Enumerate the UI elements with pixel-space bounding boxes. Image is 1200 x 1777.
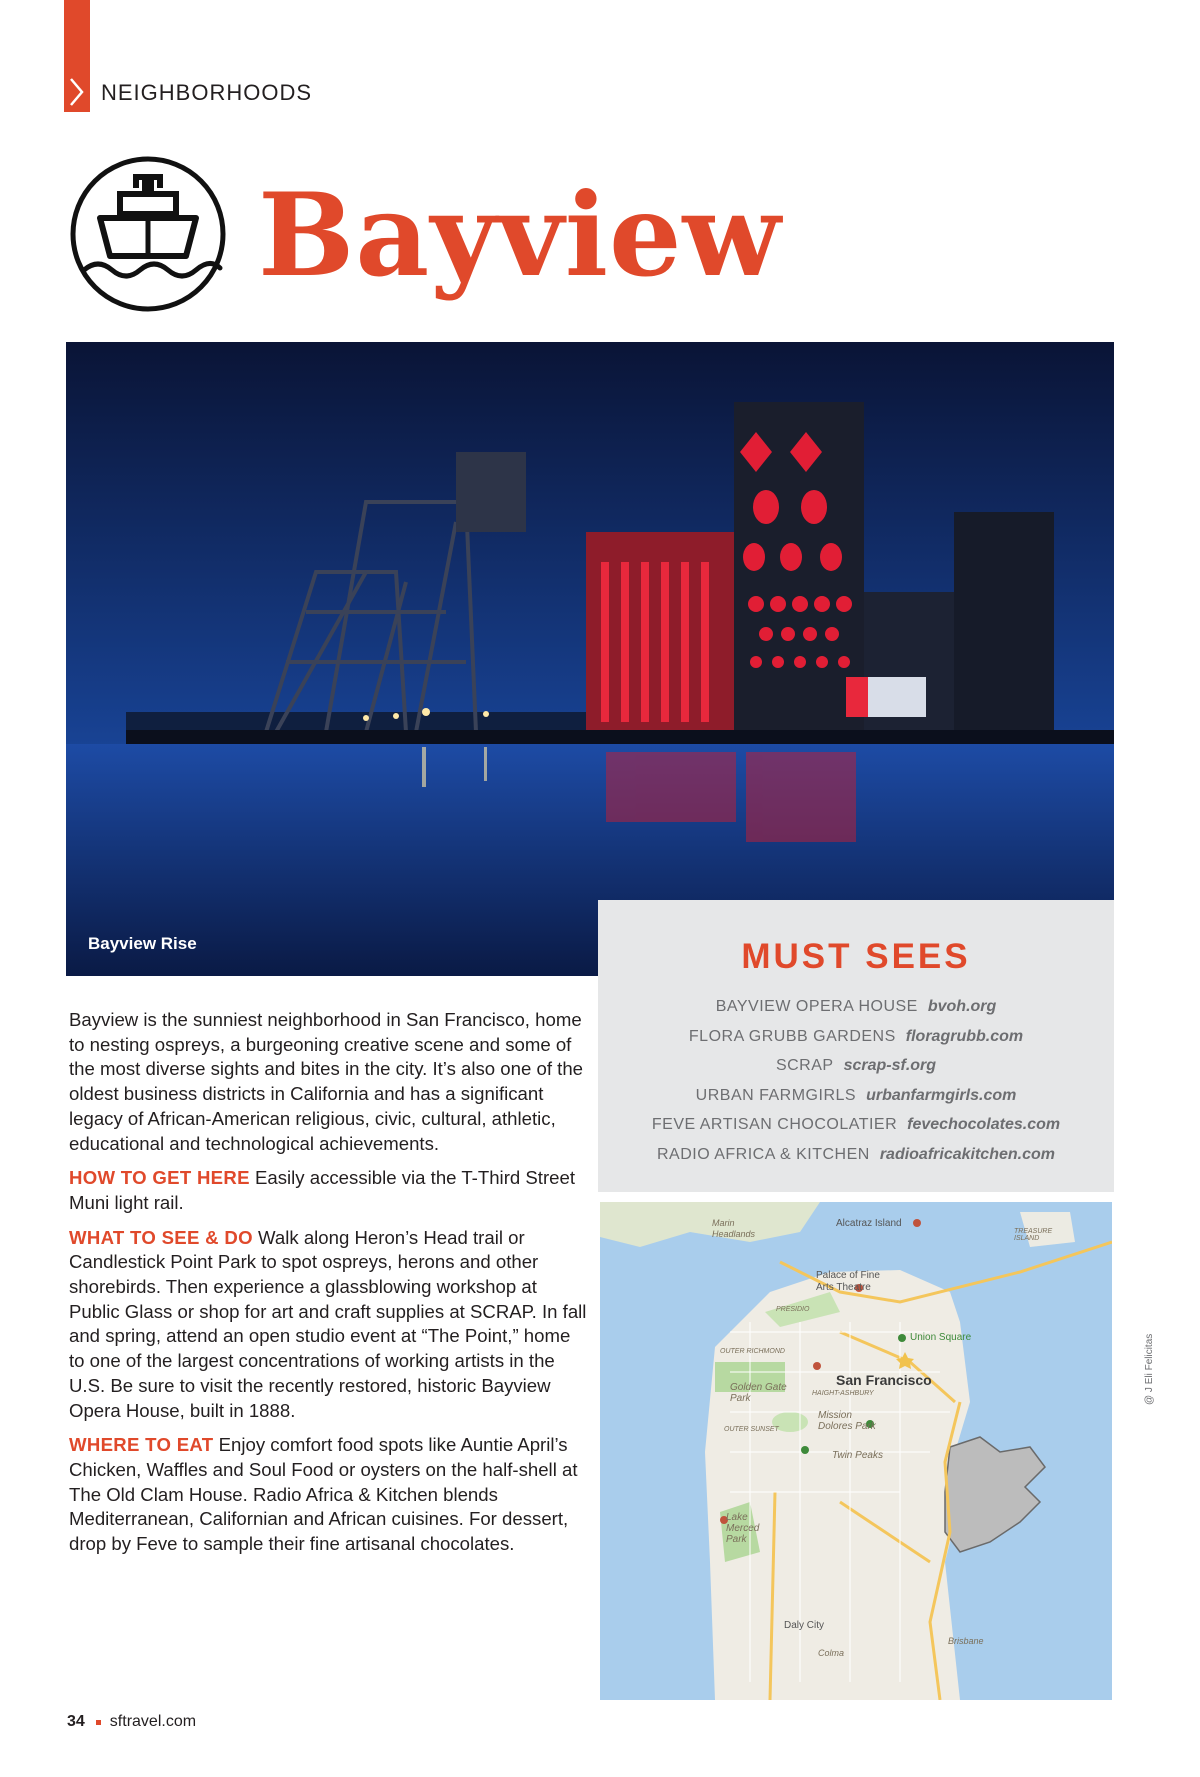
must-sees-heading: MUST SEES: [741, 937, 971, 976]
attraction-link[interactable]: floragrubb.com: [905, 1027, 1024, 1045]
list-item: [598, 1140, 1114, 1170]
ship-icon: [68, 154, 228, 314]
must-sees-list: [598, 992, 1114, 1169]
intro-paragraph: Bayview is the sunniest neighborhood in San Francisco, home to nesting ospreys, a burgeoning creative scene and some of the most diverse sights and bites in the city. It’s also one of the oldest business districts in California and has a significant legacy of African-American religious, civic, cultural, athletic, educational and technological achievements.: [69, 1009, 584, 1154]
see-do-heading: WHAT TO SEE & DO: [69, 1226, 253, 1248]
eat-text: Enjoy comfort food spots like Auntie April’s Chicken, Waffles and Soul Food or oysters on the half-shell at The Old Clam House. Radio Africa & Kitchen blends Mediterranean, Californian and African cuisines. For dessert, drop by Feve to sample their fine artisanal chocolates.: [69, 1434, 578, 1555]
hero-photo: [66, 342, 1114, 976]
eat-heading: WHERE TO EAT: [69, 1434, 214, 1456]
list-item: [598, 992, 1114, 1022]
attraction-link[interactable]: bvoh.org: [927, 998, 997, 1015]
list-item: [598, 1081, 1114, 1111]
get-here-paragraph: [69, 1166, 589, 1215]
section-tab: [64, 0, 90, 112]
attraction-name: FEVE ARTISAN CHOCOLATIER: [651, 1116, 898, 1133]
see-do-paragraph: [69, 1226, 589, 1424]
attraction-name: URBAN FARMGIRLS: [695, 1086, 857, 1104]
attraction-name: SCRAP: [775, 1057, 834, 1074]
map-label-colma: Colma: [818, 1648, 845, 1658]
attraction-name: FLORA GRUBB GARDENS: [688, 1027, 896, 1045]
get-here-heading: HOW TO GET HERE: [69, 1167, 250, 1189]
map-label-richmond: OUTER RICHMOND: [720, 1348, 785, 1355]
map-label-brisbane: Brisbane: [948, 1636, 984, 1646]
see-do-text: Walk along Heron’s Head trail or Candlestick Point Park to spot ospreys, herons and other shorebirds. Then experience a glassblowing workshop at Public Glass or shop for art and craft supplies at SCRAP. In fall and spring, attend an open studio event at “The Point,” home to one of the largest concentrations of working artists in the U.S. Be sure to visit the recently restored, historic Bayview Opera House, built in 1888.: [69, 1226, 587, 1421]
chevron-right-icon: [67, 76, 87, 108]
attraction-link[interactable]: scrap-sf.org: [843, 1057, 937, 1074]
map-label-palace: Palace of Fine Arts Theatre: [816, 1270, 880, 1293]
footer-site[interactable]: sftravel.com: [109, 1713, 197, 1730]
map-label-marin: Marin Headlands: [712, 1218, 756, 1239]
page-footer: [67, 1713, 196, 1731]
section-label: NEIGHBORHOODS: [101, 80, 313, 105]
attraction-name: RADIO AFRICA & KITCHEN: [657, 1145, 870, 1163]
map-label-lake-merced: Lake Merced Park: [726, 1512, 760, 1545]
map-label-twin-peaks: Twin Peaks: [832, 1450, 883, 1461]
article-body: [69, 1008, 589, 1567]
map-label-alcatraz: Alcatraz Island: [836, 1218, 902, 1229]
attraction-name: BAYVIEW OPERA HOUSE: [715, 998, 918, 1015]
photo-credit: @ J Eli Felicitas: [1144, 1333, 1155, 1405]
attraction-link[interactable]: radioafricakitchen.com: [879, 1145, 1055, 1163]
neighborhood-map: [600, 1202, 1112, 1700]
get-here-text: Easily accessible via the T-Third Street Muni light rail.: [69, 1167, 575, 1213]
map-label-golden-gate: Golden Gate Park: [730, 1382, 787, 1404]
page-title: Bayview: [258, 168, 782, 302]
attraction-link[interactable]: urbanfarmgirls.com: [866, 1086, 1017, 1104]
hero-scene: [66, 342, 1114, 976]
attraction-link[interactable]: fevechocolates.com: [907, 1116, 1061, 1133]
list-item: [598, 1051, 1114, 1081]
footer-bullet: [96, 1720, 101, 1725]
map-label-mission: Mission Dolores Park: [818, 1410, 876, 1432]
must-sees-box: [598, 900, 1114, 1192]
map-label-union-square: Union Square: [910, 1332, 972, 1343]
list-item: [598, 1110, 1114, 1140]
map-label-haight: HAIGHT-ASHBURY: [812, 1390, 874, 1397]
map-label-presidio: PRESIDIO: [776, 1306, 810, 1313]
map-label-treasure-island: TREASURE ISLAND: [1014, 1228, 1053, 1242]
map-label-sunset: OUTER SUNSET: [724, 1426, 779, 1433]
eat-paragraph: [69, 1433, 589, 1557]
list-item: [598, 1022, 1114, 1052]
page-number: 34: [67, 1713, 85, 1730]
map-label-city: San Francisco: [836, 1372, 932, 1388]
map-label-daly-city: Daly City: [784, 1620, 825, 1631]
photo-caption: Bayview Rise: [88, 934, 197, 953]
